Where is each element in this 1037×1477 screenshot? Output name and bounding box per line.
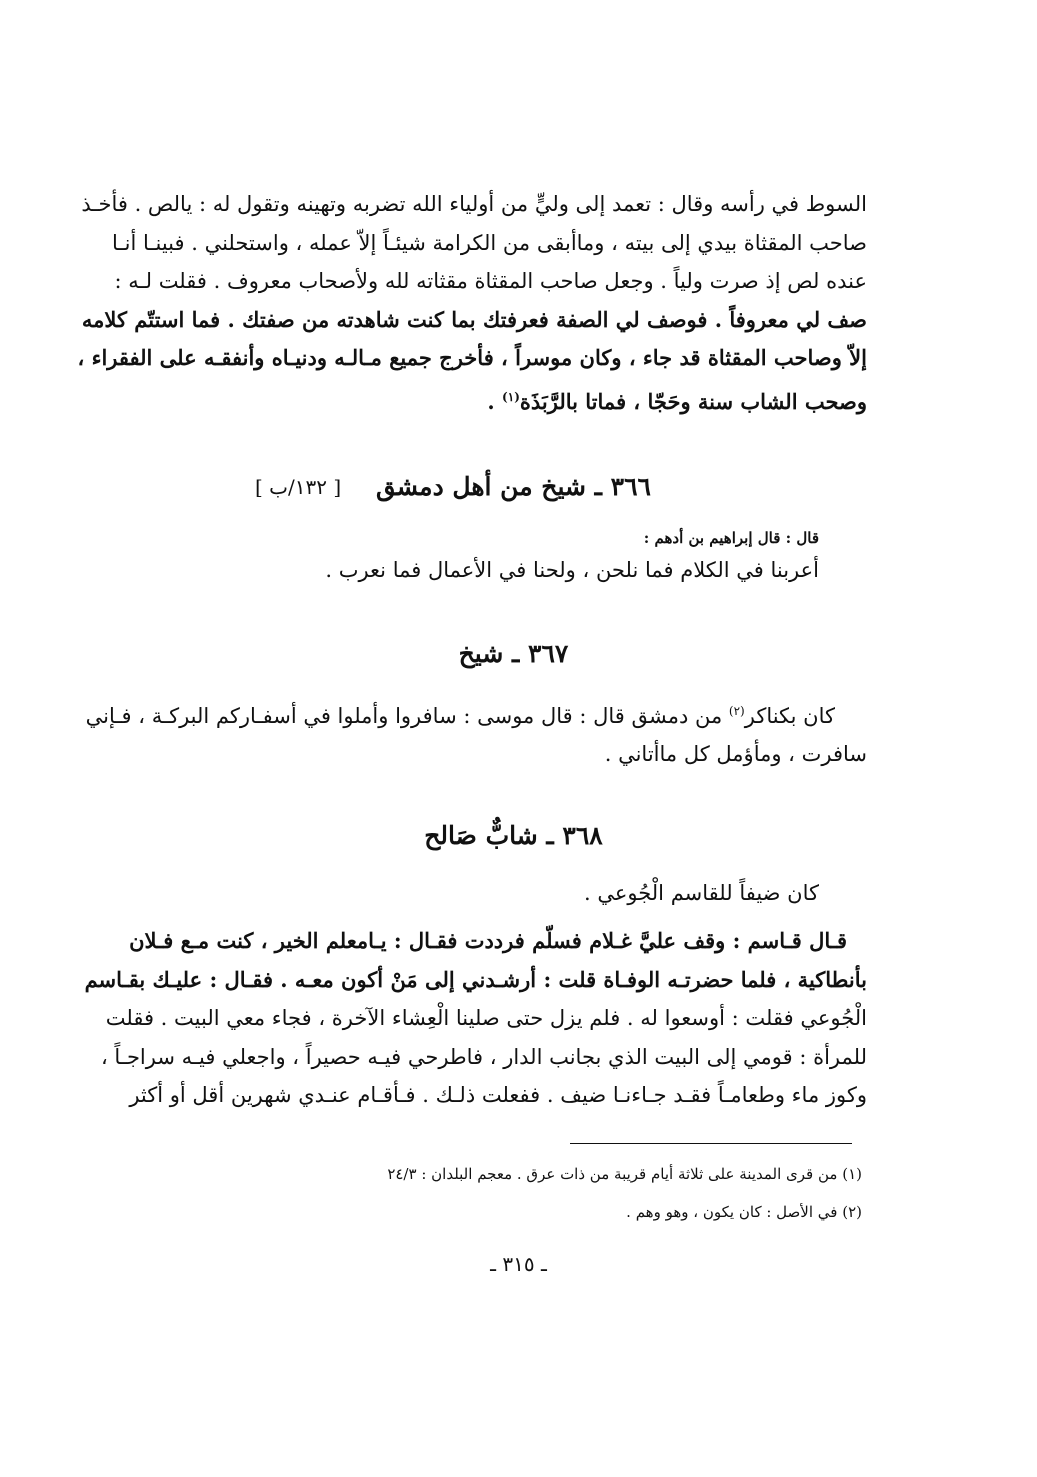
last-line-end: . (487, 388, 503, 414)
text-fragment: من دمشق قال : قال موسى : سافروا وأملوا في أسفـاركم البركـة ، فـإني (85, 703, 729, 728)
bold-text-line: قـال قـاسم : وقف عليَّ غـلام فسلّم فرددت فقـال : يـامعلم الخير ، كنت مـع فـلان (129, 928, 847, 953)
page-number: ـ ٣١٥ ـ (490, 1252, 547, 1276)
section-366-text (160, 551, 867, 590)
text-line: كان ضيفاً للقاسم الْجُوعي . (584, 880, 819, 905)
footnotes (202, 1155, 862, 1231)
bold-text-line-last (160, 378, 867, 422)
bold-text-line: إلاّ وصاحب المقثاة قد جاء ، وكان موسراً ، فأخرج جميع مـالـه ودنيـاه وأنفقـه على الفقراء ، (77, 345, 867, 370)
paragraph-continuation (77, 185, 867, 421)
footnote-2: (٢) في الأصل : كان يكون ، وهو وهم . (626, 1203, 862, 1221)
manuscript-reference: [ ١٣٢/ب ] (255, 475, 342, 499)
last-line-text: وصحب الشاب سنة وحَجّا ، فماتا بالرَّبَذَة (519, 388, 867, 414)
section-366-title: ٣٦٦ ـ شيخ من أهل دمشق (376, 472, 651, 501)
bold-text-line: صف لي معروفاً . فوصف لي الصفة فعرفتك بما كنت شاهدته من صفتك . فما استتّم كلامه (81, 306, 867, 332)
footnote-marker: (١) (502, 389, 520, 404)
text-line: صاحب المقثاة بيدي إلى بيته ، وماأبقى من الكرامة شيئـاً إلاّ عمله ، واستحلني . فبينـا أنـا (112, 230, 867, 255)
text-line: الْجُوعي فقلت : أوسعوا له . فلم يزل حتى صلينا الْعِشاء الآخرة ، فجاء معي البيت . فقلت (105, 1006, 867, 1030)
footnote-1: (١) من قرى المدينة على ثلاثة أيام قريبة من ذات عرق . معجم البلدان : ٢٤/٣ (387, 1165, 862, 1183)
text-line: أعربنا في الكلام فما نلحن ، ولحنا في الأعمال فما نعرب . (325, 558, 819, 582)
page-body (77, 185, 867, 1115)
section-366-intro: قال : قال إبراهيم بن أدهم : (643, 529, 819, 547)
bold-text-line: بأنطاكية ، فلما حضرتـه الوفـاة قلت : أرشـدني إلى مَنْ أكون معـه . فقـال : عليـك بقـاسم (84, 966, 867, 992)
footnote-divider (570, 1143, 852, 1144)
text-line (85, 692, 867, 736)
text-line: وكوز ماء وطعامـاً فقـد جـاءنـا ضيف . ففعلت ذلـك . فـأقـام عنـدي شهرين أقل أو أكثر (129, 1083, 867, 1107)
text-line: السوط في رأسه وقال : تعمد إلى وليٍّ من أولياء الله تضربه وتهينه وتقول له : يالص . فأخـذ (81, 192, 867, 216)
section-368-title: ٣٦٨ ـ شابٌّ صَالح (424, 820, 603, 850)
section-368-intro (160, 874, 867, 913)
section-368-text (84, 922, 867, 1115)
text-fragment: كان بكناكر (744, 703, 835, 728)
text-line: عنده لص إذ صرت ولياً . وجعل صاحب المقثاة مقثاته لله ولأصحاب معروف . فقلت لـه : (114, 269, 867, 293)
text-line: للمرأة : قومي إلى البيت الذي بجانب الدار ، فاطرحي فيـه حصيراً ، واجعلي فيـه سراجـاً ، (100, 1044, 867, 1069)
section-367-title: ٣٦٧ ـ شيخ (458, 638, 569, 668)
section-366-header (160, 463, 867, 511)
footnote-marker: (٢) (728, 703, 745, 718)
text-line: سافرت ، ومأؤمل كل ماأتاني . (604, 742, 867, 766)
section-367-text (85, 692, 867, 774)
